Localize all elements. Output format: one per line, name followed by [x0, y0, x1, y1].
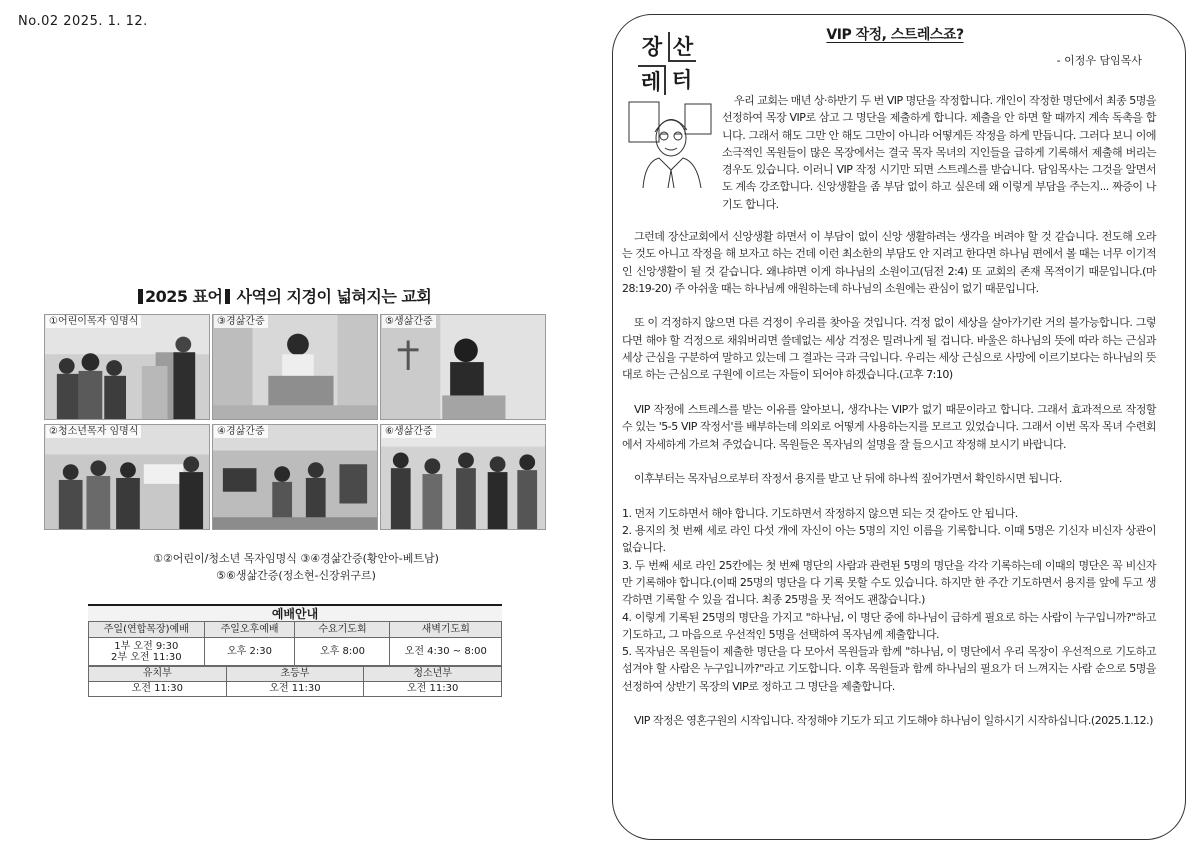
step-4: 4. 이렇게 기록된 25명의 명단을 가지고 "하나님, 이 명단 중에 하나님이 급하게 필요로 하는 사람이 누구입니까?"하고 기도하고, 그 마음으로 우선적인 5명을 선택하여 목자님께 제출합니다. — [622, 610, 1156, 641]
worship-time-row — [89, 638, 502, 666]
letter-paragraph-5: 이후부터는 목자님으로부터 작정서 용지를 받고 난 뒤에 하나씩 짚어가면서 확인하시면 됩니다. — [634, 472, 1062, 486]
worship-schedule — [88, 604, 502, 697]
step-5: 5. 목자님은 목원들이 제출한 명단을 다 모아서 목원들과 함께 "하나님, 이 명단에서 우리 목장이 우선적으로 기도하고 섬겨야 할 사람은 누구입니까?"라고 기도합니다. 이후 목원들과 함께 하나님의 필요가 더 느껴지는 사람 순으로 5명을 선정하여 상반기 목장의 VIP로 정하고 그 명단을 제출합니다. — [622, 645, 1156, 693]
youth-time: 오전 11:30 — [364, 682, 502, 697]
stamp-char-2: 산 — [668, 32, 696, 62]
photo-caption-line-2: ⑤⑥생삶간증(정소현-신장위구르) — [216, 569, 376, 582]
second-service-time: 2부 오전 11:30 — [111, 651, 182, 663]
header-wednesday-prayer: 수요기도회 — [295, 622, 390, 638]
stamp-char-3: 레 — [638, 65, 666, 95]
stamp-char-1: 장 — [641, 35, 663, 59]
year-motto — [136, 284, 476, 307]
header-dawn-prayer: 새벽기도회 — [390, 622, 502, 638]
jangsan-letter-stamp — [638, 32, 698, 96]
photo-1 — [44, 314, 210, 420]
letter-paragraph-1: 우리 교회는 매년 상·하반기 두 번 VIP 명단을 작정합니다. 개인이 작정한 명단에서 최종 5명을 선정하여 목장 VIP로 삼고 그 명단을 제출하게 합니다. 제출을 안 하면 할 때까지 계속 독촉을 합니다. 그래서 해도 그만 안 해도 그만이 아니라 어떻게든 작정을 하게 만듭니다. 그러다 보니 이에 소극적인 목원들이 많은 목장에서는 결국 목자 목녀의 지인들을 급하게 기록해서 제출해 버리는 경우도 있습니다. 이러니 VIP 작정 시기만 되면 스트레스를 받습니다. 담임목사는 그것을 알면서도 계속 강조합니다. 신앙생활을 좀 부담 없이 하고 싶은데 왜 이렇게 부담을 주는지... 짜증이 나기도 합니다. — [722, 94, 1156, 211]
photo-4 — [212, 424, 378, 530]
letter-intro — [722, 92, 1156, 213]
photo-6-caption: ⑥생삶간증 — [382, 425, 436, 438]
worship-schedule-table — [88, 621, 502, 666]
worship-header-row — [89, 622, 502, 638]
header-elementary: 초등부 — [226, 667, 364, 682]
testimony-singer-photo-icon — [381, 315, 545, 419]
photo-3-caption: ③경삶간증 — [214, 315, 268, 328]
letter-title: VIP 작정, 스트레스죠? — [826, 27, 964, 43]
motto-year-label: 2025 표어 — [145, 287, 223, 306]
header-sunday-service: 주일(연합목장)예배 — [89, 622, 205, 638]
afternoon-service-time: 오후 2:30 — [204, 638, 295, 666]
photo-4-caption: ④경삶간증 — [214, 425, 268, 438]
step-2: 2. 용지의 첫 번째 세로 라인 다섯 개에 자신이 아는 5명의 지인 이름을 기록합니다. 이때 5명은 기신자 비신자 상관이 없습니다. — [622, 524, 1156, 555]
step-1: 1. 먼저 기도하면서 해야 합니다. 기도하면서 작정하지 않으면 되는 것 같아도 안 됩니다. — [622, 506, 1018, 520]
stamp-char-4: 터 — [671, 68, 693, 92]
header-sunday-afternoon: 주일오후예배 — [204, 622, 295, 638]
youth-ordination-photo-icon — [45, 425, 209, 529]
header-youth: 청소년부 — [364, 667, 502, 682]
wednesday-prayer-time: 오후 8:00 — [295, 638, 390, 666]
photo-6 — [380, 424, 546, 530]
band-worship-photo-icon — [213, 425, 377, 529]
letter-paragraph-4: VIP 작정에 스트레스를 받는 이유를 알아보니, 생각나는 VIP가 없기 때문이라고 합니다. 그래서 효과적으로 작정할 수 있는 '5-5 VIP 작정서'를 배부하는데 의외로 어떻게 사용하는지를 모르고 있었습니다. 그래서 이번 목자 목녀 수련회에서 자세하게 가르쳐 주었습니다. 목원들은 목자님의 설명을 잘 들으시고 작정해 보시기 바랍니다. — [622, 402, 1156, 451]
department-schedule-table — [88, 666, 502, 697]
letter-paragraph-2: 그런데 장산교회에서 신앙생활 하면서 이 부담이 없이 신앙 생활하려는 생각을 버려야 할 것 같습니다. 전도해 오라는 것도 아니고 작정을 해 보자고 하는 건데 이런 최소한의 부담도 안 지려고 한다면 하나님 편에서 볼 때는 너무 이기적인 신앙생활이 될 것 같습니다. 왜냐하면 이게 하나님의 소원이고(딤전 2:4) 또 교회의 존재 목적이기 때문입니다.(마 28:19-20) 주 아쉬울 때는 하나님께 애원하는데 하나님의 소원에는 관심이 없기 때문입니다. — [622, 230, 1156, 295]
photo-grid — [44, 314, 548, 530]
department-time-row — [89, 682, 502, 697]
letter-paragraph-3: 또 이 걱정하지 않으면 다른 걱정이 우리를 찾아올 것입니다. 걱정 없이 세상을 살아가기란 거의 불가능합니다. 그렇다면 해야 할 걱정으로 채워버리면 쓸데없는 세상 걱정은 밀려나게 될 겁니다. 바울은 하나님의 뜻에 따라 하는 근심과 세상 근심을 구분하여 말하고 있는데 그 결과는 극과 극입니다. 우리는 세상 근심으로 사망에 이르기보다는 하나님의 뜻대로 하는 근심으로 구원에 이르는 자들이 되어야 하겠습니다.(고후 7:10) — [622, 316, 1156, 382]
issue-date: No.02 2025. 1. 12. — [18, 14, 148, 29]
kindergarten-time: 오전 11:30 — [89, 682, 227, 697]
letter-body — [622, 228, 1156, 747]
sunday-service-times — [89, 638, 205, 666]
photo-3 — [212, 314, 378, 420]
photo-2-caption: ②청소년목자 임명식 — [46, 425, 141, 438]
ordination-ceremony-photo-icon — [45, 315, 209, 419]
worship-schedule-title: 예배안내 — [88, 604, 502, 621]
pastor-portrait-icon — [625, 100, 715, 188]
letter-author: - 이정우 담임목사 — [1056, 54, 1142, 67]
photo-5-caption: ⑤생삶간증 — [382, 315, 436, 328]
header-kindergarten: 유치부 — [89, 667, 227, 682]
step-3: 3. 두 번째 세로 라인 25칸에는 첫 번째 명단의 사람과 관련된 5명의 명단을 각각 기록하는데 이때의 명단은 꼭 비신자만 기록해야 합니다.(이때 25명의 명단을 다 기록 못할 수도 있습니다. 하지만 한 주간 기도하면서 용지를 앞에 두고 생각하면 기록할 수 있을 겁니다. 최종 25명을 못 적어도 괜찮습니다.) — [622, 558, 1156, 607]
photo-5 — [380, 314, 546, 420]
first-service-time: 1부 오전 9:30 — [114, 640, 179, 652]
department-header-row — [89, 667, 502, 682]
motto-bar-right — [225, 289, 230, 304]
motto-text: 사역의 지경이 넓혀지는 교회 — [236, 287, 432, 306]
elementary-time: 오전 11:30 — [226, 682, 364, 697]
dawn-prayer-time: 오전 4:30 ~ 8:00 — [390, 638, 502, 666]
photo-2 — [44, 424, 210, 530]
motto-bar-left — [138, 289, 143, 304]
photo-1-caption: ①어린이목자 임명식 — [46, 315, 141, 328]
youth-worship-photo-icon — [381, 425, 545, 529]
testimony-speaker-photo-icon — [213, 315, 377, 419]
photo-caption-line-1: ①②어린이/청소년 목자임명식 ③④경삶간증(황안아-베트남) — [153, 552, 439, 565]
letter-closing: VIP 작정은 영혼구원의 시작입니다. 작정해야 기도가 되고 기도해야 하나님이 일하시기 시작하십니다.(2025.1.12.) — [634, 714, 1153, 728]
